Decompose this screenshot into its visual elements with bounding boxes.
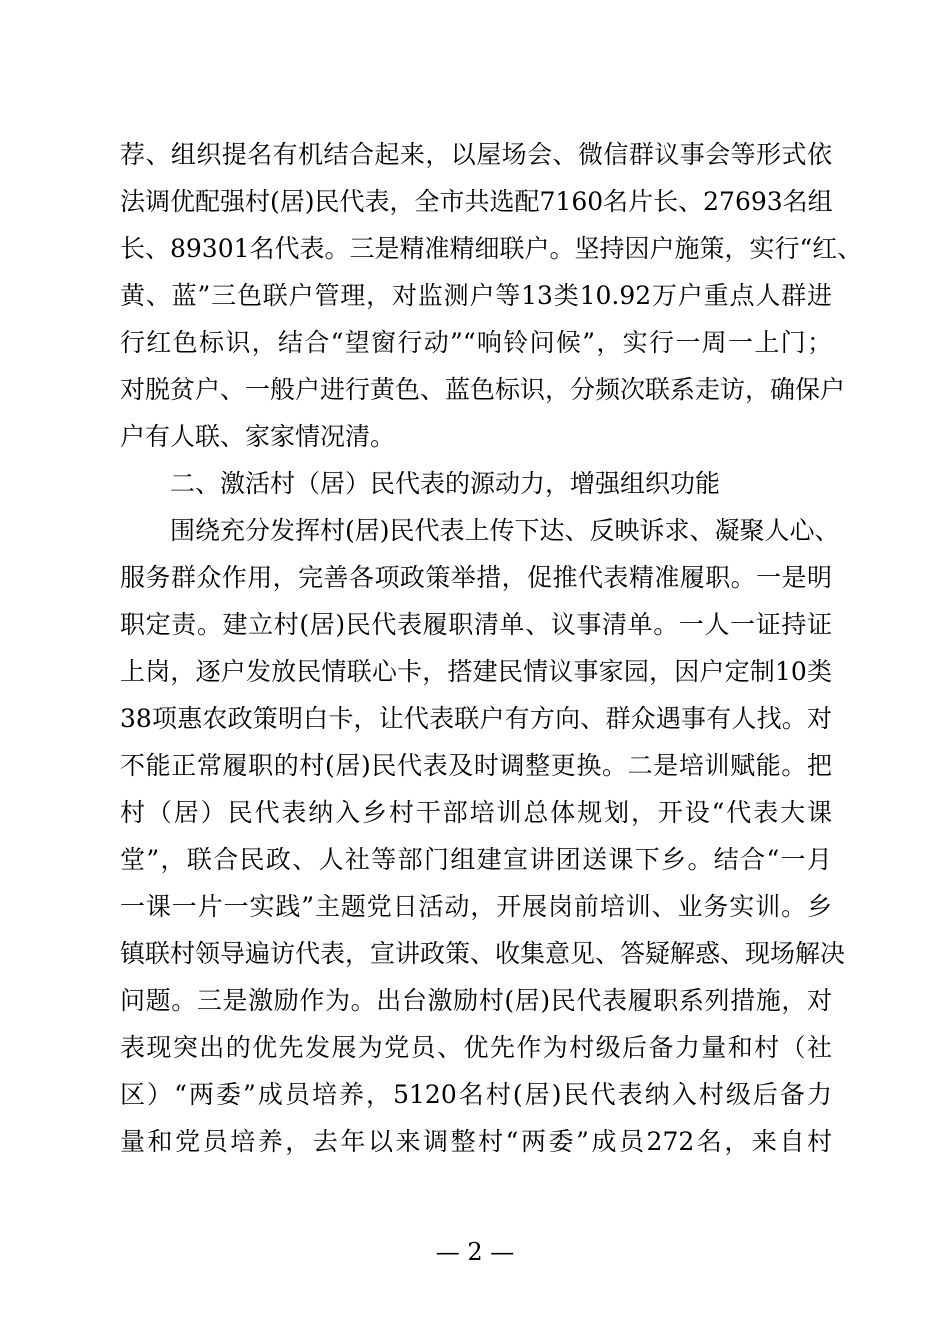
document-body: [120, 131, 863, 1165]
text-line: 围绕充分发挥村(居)民代表上传下达、反映诉求、凝聚人心、: [170, 516, 840, 545]
text-line: 长、89301名代表。三是精准精细联户。坚持因户施策，实行“红、: [120, 234, 863, 263]
page-number: — 2 —: [435, 1238, 515, 1266]
text-line: 对脱贫户、一般户进行黄色、蓝色标识，分频次联系走访，确保户: [120, 375, 846, 404]
text-line: 表现突出的优先发展为党员、优先作为村级后备力量和村（社: [120, 1033, 832, 1062]
text-line: 镇联村领导遍访代表，宣讲政策、收集意见、答疑解惑、现场解决: [120, 939, 846, 968]
paragraph-2: [120, 507, 846, 1165]
text-line: 区）“两委”成员培养，5120名村(居)民代表纳入村级后备力: [120, 1080, 832, 1109]
text-line: 一课一片一实践”主题党日活动，开展岗前培训、业务实训。乡: [120, 892, 832, 921]
text-line: 不能正常履职的村(居)民代表及时调整更换。二是培训赋能。把: [120, 751, 832, 780]
text-line: 村（居）民代表纳入乡村干部培训总体规划，开设“代表大课: [120, 798, 832, 827]
text-line: 服务群众作用，完善各项政策举措，促推代表精准履职。一是明: [120, 563, 832, 592]
paragraph-1: [120, 131, 863, 460]
text-line: 职定责。建立村(居)民代表履职清单、议事清单。一人一证持证: [120, 610, 832, 639]
section-heading: 二、激活村（居）民代表的源动力，增强组织功能: [170, 469, 721, 498]
text-line: 上岗，逐户发放民情联心卡，搭建民情议事家园，因户定制10类: [120, 657, 832, 686]
text-line: 量和党员培养，去年以来调整村“两委”成员272名，来自村: [120, 1127, 832, 1156]
text-line: 行红色标识，结合“望窗行动”“响铃问候”，实行一周一上门；: [120, 328, 832, 357]
text-line: 堂”，联合民政、人社等部门组建宣讲团送课下乡。结合“一月: [120, 845, 832, 874]
text-line: 户有人联、家家情况清。: [120, 422, 396, 451]
text-line: 法调优配强村(居)民代表，全市共选配7160名片长、27693名组: [120, 187, 833, 216]
text-line: 荐、组织提名有机结合起来，以屋场会、微信群议事会等形式依: [120, 140, 832, 169]
text-line: 38项惠农政策明白卡，让代表联户有方向、群众遇事有人找。对: [120, 704, 832, 733]
text-line: 问题。三是激励作为。出台激励村(居)民代表履职系列措施，对: [120, 986, 832, 1015]
text-line: 黄、蓝”三色联户管理，对监测户等13类10.92万户重点人群进: [120, 281, 832, 310]
